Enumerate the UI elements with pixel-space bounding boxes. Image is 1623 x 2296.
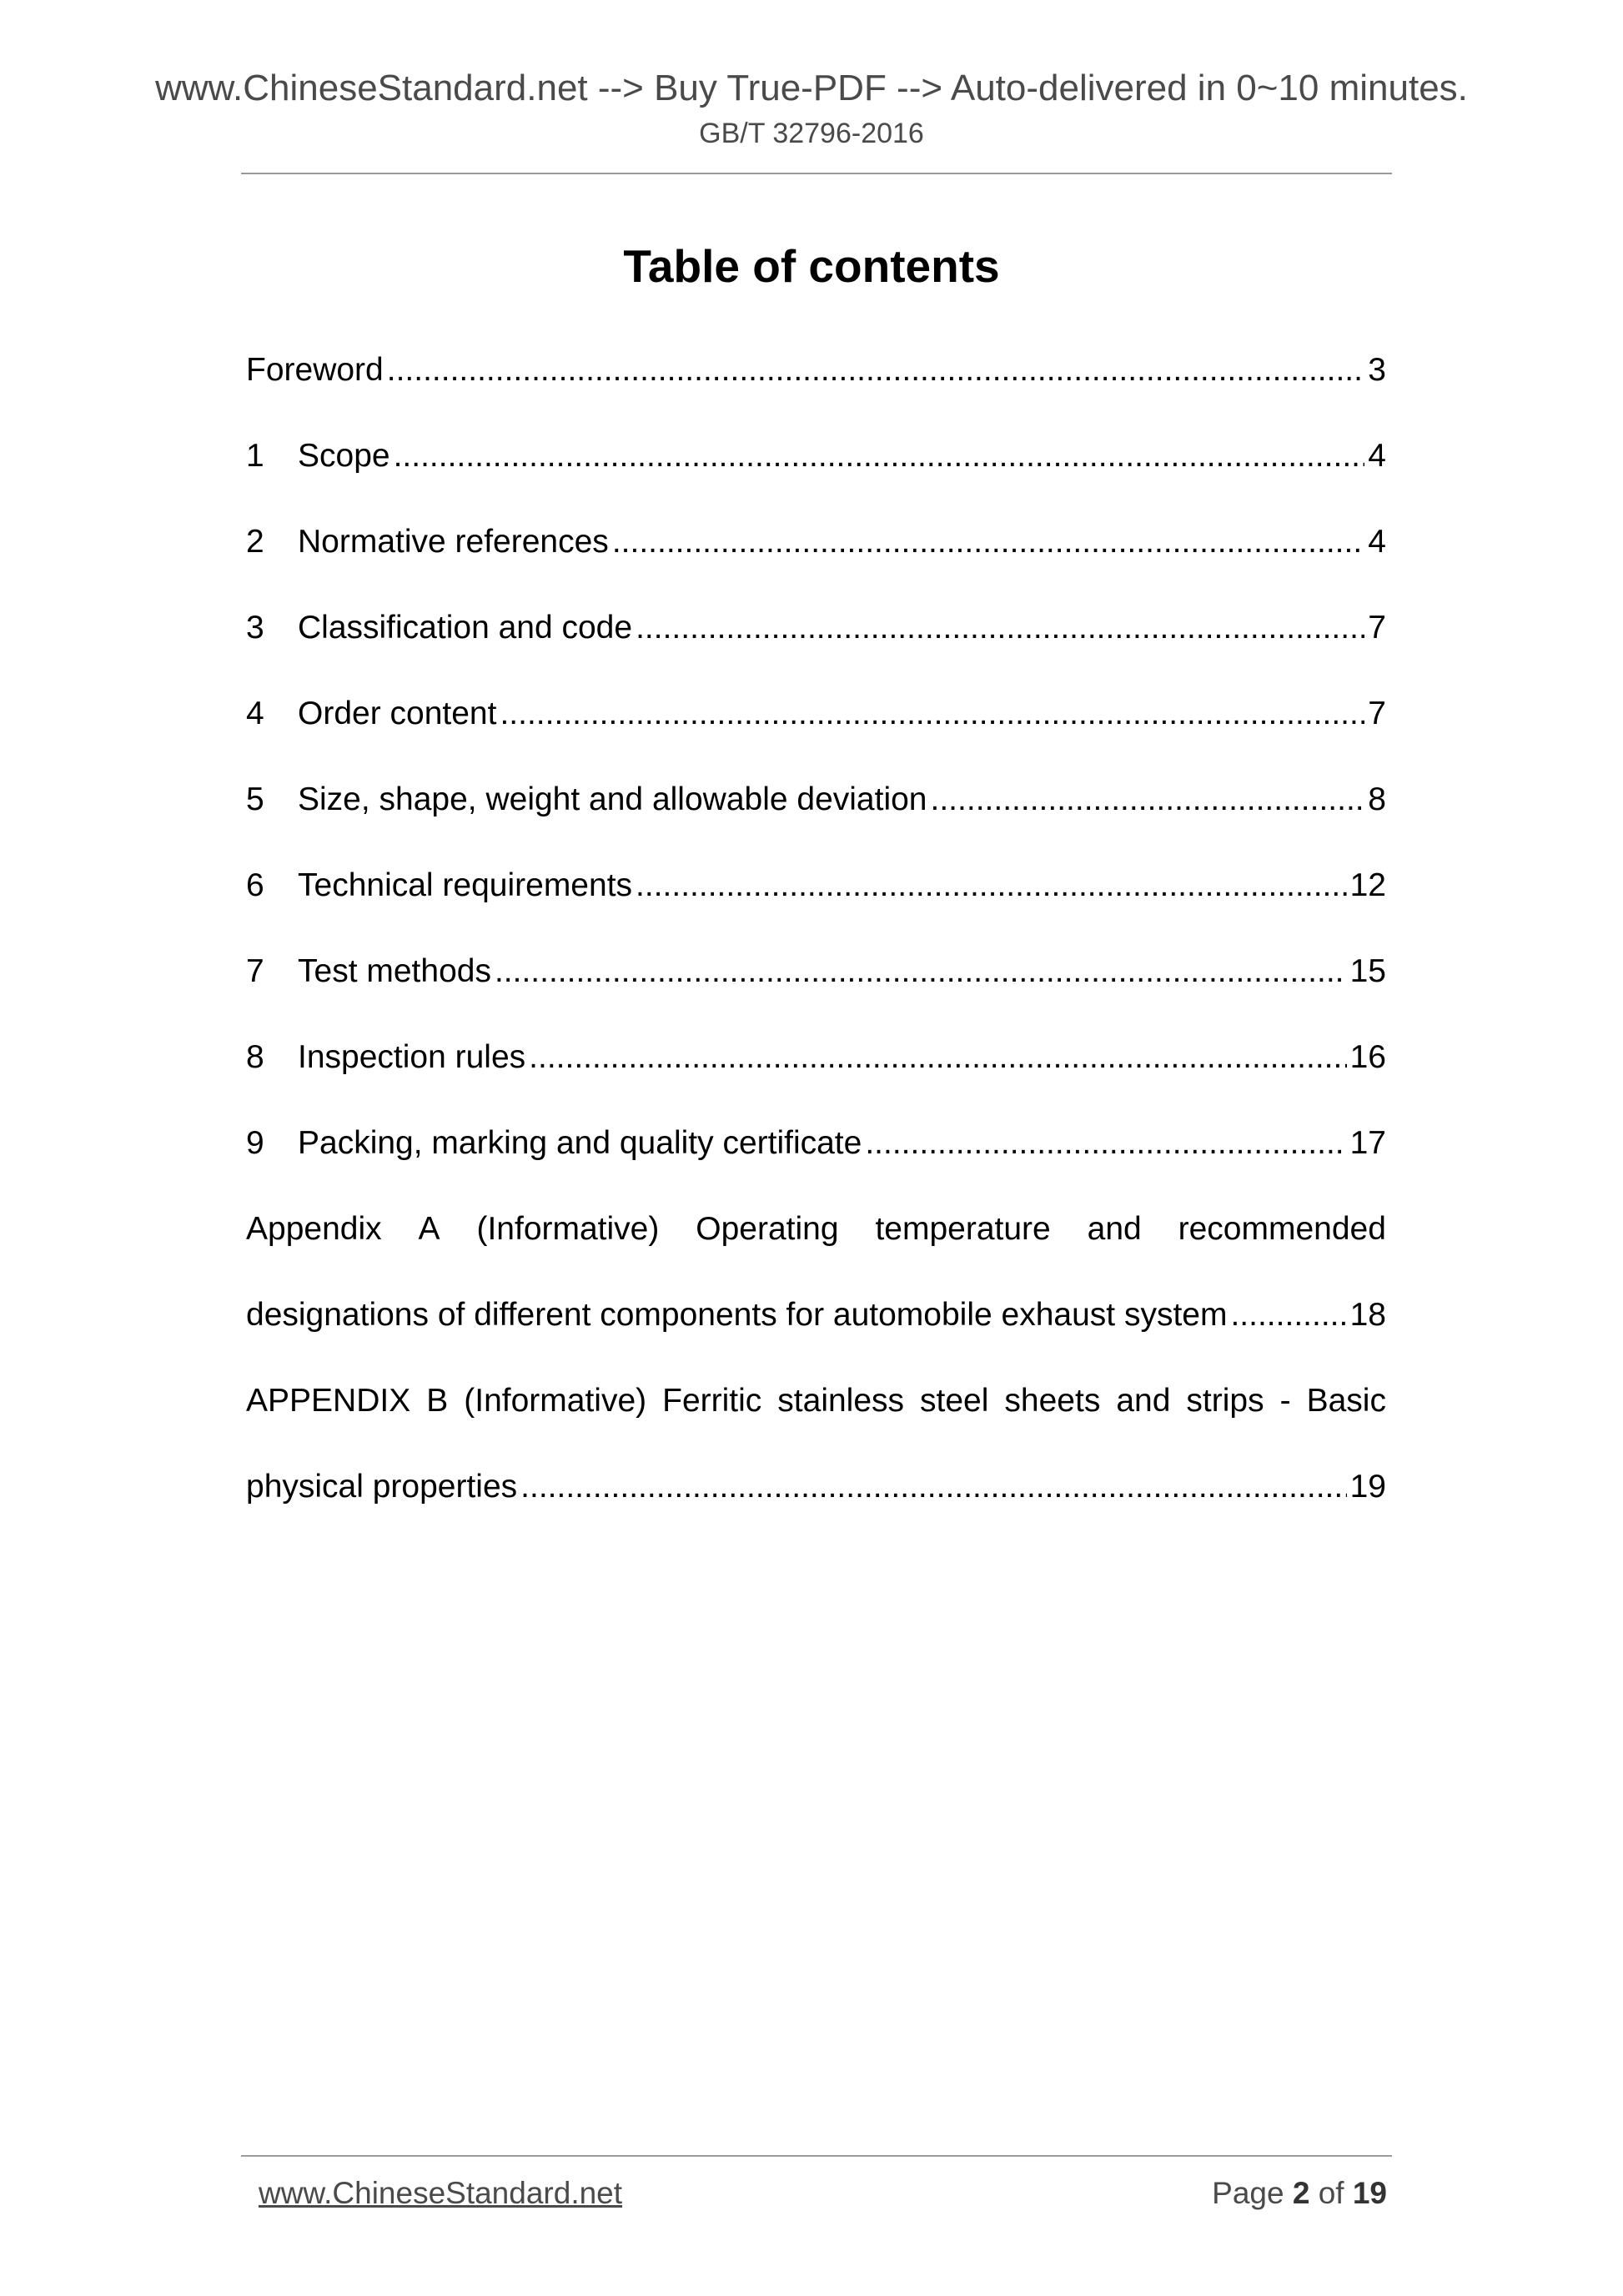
- appendix-b-word: stainless: [777, 1383, 905, 1419]
- toc-entry-label: Classification and code: [298, 610, 633, 646]
- toc-entry-label: designations of different components for automobile exhaust system: [246, 1297, 1228, 1333]
- toc-entry-page: 19: [1349, 1469, 1386, 1505]
- toc-entry-number: 5: [246, 781, 264, 817]
- toc-title: Table of contents: [623, 240, 1000, 292]
- toc-entry-number: 2: [246, 524, 264, 560]
- page-indicator: [1212, 2173, 1387, 2213]
- header-banner: www.ChineseStandard.net --> Buy True-PDF --> Auto-delivered in 0~10 minutes.: [155, 68, 1468, 108]
- toc-entry-page: 15: [1349, 953, 1386, 989]
- toc-entry-number: 9: [246, 1125, 264, 1161]
- toc-leader-dots: [495, 928, 1347, 1014]
- appendix-b-word: strips: [1186, 1383, 1264, 1419]
- toc-leader-dots: [931, 756, 1365, 842]
- appendix-b-word: Ferritic: [662, 1383, 762, 1419]
- toc-entry-number: 6: [246, 867, 264, 903]
- toc-entry-page: 16: [1349, 1039, 1386, 1075]
- toc-entry-page: 4: [1368, 438, 1386, 474]
- appendix-b-word: steel: [920, 1383, 989, 1419]
- toc-leader-dots: [636, 585, 1364, 671]
- toc-entry-packing-marking[interactable]: [246, 1100, 1386, 1186]
- appendix-b-word: and: [1116, 1383, 1171, 1419]
- appendix-a-word: temperature: [875, 1211, 1051, 1247]
- toc-entry-foreword[interactable]: [246, 327, 1386, 413]
- toc-leader-dots: [529, 1014, 1346, 1100]
- header-divider: [241, 173, 1392, 174]
- toc-entry-appendix-a-line2[interactable]: [246, 1272, 1386, 1358]
- toc-entry-label: Size, shape, weight and allowable deviation: [298, 781, 927, 817]
- toc-entry-label: Normative references: [298, 524, 609, 560]
- appendix-a-word: Appendix: [246, 1211, 382, 1247]
- toc-entry-page: 4: [1368, 524, 1386, 560]
- appendix-b-word: B: [426, 1383, 449, 1419]
- toc-entry-label: physical properties: [246, 1469, 518, 1505]
- page-total: 19: [1352, 2176, 1387, 2210]
- toc-leader-dots: [520, 1444, 1346, 1530]
- toc-leader-dots: [500, 671, 1364, 756]
- toc-entry-classification[interactable]: [246, 585, 1386, 671]
- toc-entry-page: 18: [1349, 1297, 1386, 1333]
- page-current: 2: [1292, 2176, 1310, 2210]
- appendix-a-word: Operating: [696, 1211, 839, 1247]
- toc-entry-page: 12: [1349, 867, 1386, 903]
- toc-entry-test-methods[interactable]: [246, 928, 1386, 1014]
- toc-entry-appendix-b-line2[interactable]: [246, 1444, 1386, 1530]
- toc-entry-label: Scope: [298, 438, 390, 474]
- table-of-contents: [246, 327, 1386, 1530]
- toc-entry-number: 1: [246, 438, 264, 474]
- appendix-a-word: and: [1087, 1211, 1142, 1247]
- toc-leader-dots: [394, 413, 1365, 499]
- appendix-b-word: sheets: [1004, 1383, 1101, 1419]
- toc-entry-page: 8: [1368, 781, 1386, 817]
- toc-entry-page: 7: [1368, 696, 1386, 731]
- toc-entry-number: 7: [246, 953, 264, 989]
- toc-entry-number: 4: [246, 696, 264, 731]
- toc-leader-dots: [865, 1100, 1346, 1186]
- appendix-b-word: Basic: [1306, 1383, 1386, 1419]
- appendix-a-word: (Informative): [476, 1211, 660, 1247]
- toc-leader-dots: [387, 327, 1365, 413]
- toc-entry-appendix-a-line1[interactable]: [246, 1186, 1386, 1272]
- toc-entry-page: 17: [1349, 1125, 1386, 1161]
- toc-entry-scope[interactable]: [246, 413, 1386, 499]
- toc-entry-number: 3: [246, 610, 264, 646]
- toc-entry-page: 7: [1368, 610, 1386, 646]
- toc-entry-label: Inspection rules: [298, 1039, 526, 1075]
- toc-entry-label: Test methods: [298, 953, 491, 989]
- toc-entry-label: Order content: [298, 696, 497, 731]
- standard-code: GB/T 32796-2016: [699, 118, 924, 149]
- appendix-a-word: A: [418, 1211, 440, 1247]
- appendix-b-word: -: [1279, 1383, 1291, 1419]
- toc-leader-dots: [1230, 1272, 1346, 1358]
- toc-entry-page: 3: [1368, 352, 1386, 388]
- toc-entry-number: 8: [246, 1039, 264, 1075]
- appendix-b-word: APPENDIX: [246, 1383, 411, 1419]
- toc-entry-label: Foreword: [246, 352, 384, 388]
- toc-entry-technical-requirements[interactable]: [246, 842, 1386, 928]
- toc-entry-order-content[interactable]: [246, 671, 1386, 756]
- toc-leader-dots: [612, 499, 1364, 585]
- toc-entry-appendix-b-line1[interactable]: [246, 1358, 1386, 1444]
- footer-divider: [241, 2155, 1392, 2157]
- appendix-b-word: (Informative): [464, 1383, 647, 1419]
- toc-entry-label: Packing, marking and quality certificate: [298, 1125, 862, 1161]
- appendix-a-word: recommended: [1178, 1211, 1386, 1247]
- page-prefix: Page: [1212, 2176, 1284, 2210]
- toc-entry-inspection-rules[interactable]: [246, 1014, 1386, 1100]
- toc-leader-dots: [636, 842, 1347, 928]
- footer-website-link[interactable]: www.ChineseStandard.net: [259, 2176, 623, 2210]
- toc-entry-label: Technical requirements: [298, 867, 633, 903]
- page-of: of: [1318, 2176, 1344, 2210]
- toc-entry-normative-references[interactable]: [246, 499, 1386, 585]
- toc-entry-size-shape[interactable]: [246, 756, 1386, 842]
